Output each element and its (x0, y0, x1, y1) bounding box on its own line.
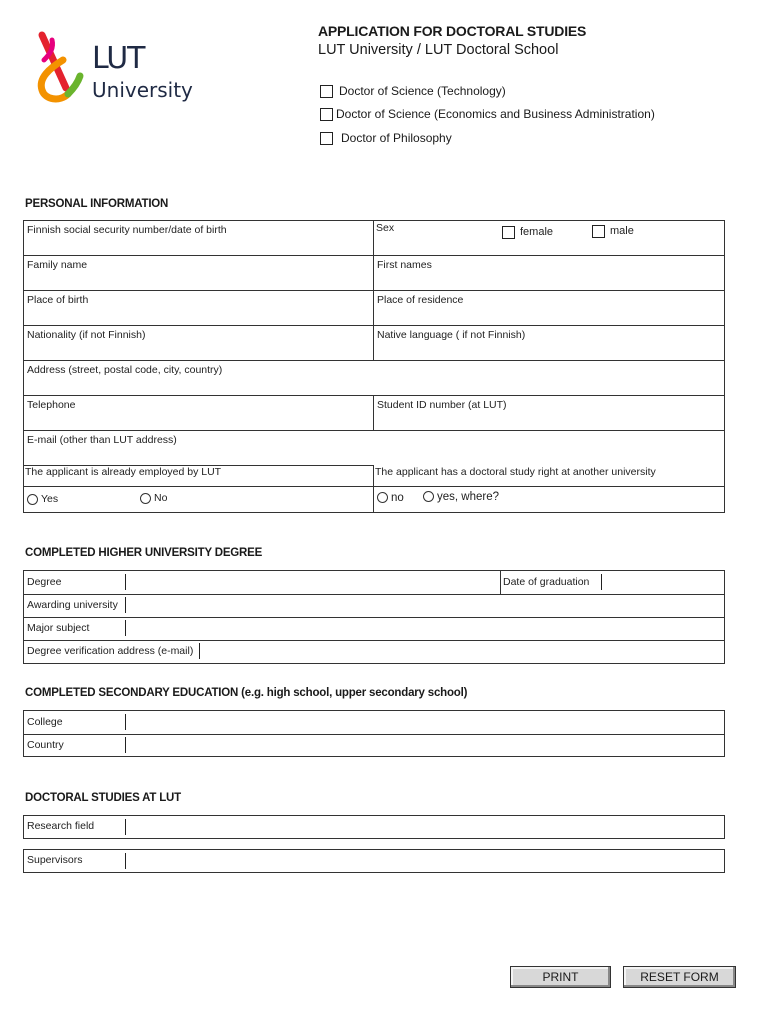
student-id-label: Student ID number (at LUT) (377, 399, 507, 411)
employed-by-lut-field (23, 465, 374, 513)
divider (374, 486, 724, 487)
supervisors-input[interactable] (125, 853, 126, 869)
degree-option-label: Doctor of Science (Technology) (339, 84, 506, 98)
checkbox-technology[interactable] (320, 85, 333, 98)
research-field-row (23, 815, 725, 839)
section-title-doctoral: DOCTORAL STUDIES AT LUT (25, 792, 181, 804)
divider (24, 617, 724, 618)
place-of-birth-label: Place of birth (27, 294, 89, 306)
doctoral-right-field (373, 465, 725, 513)
research-field-label: Research field (27, 820, 95, 832)
nationality-field[interactable] (23, 325, 374, 361)
nationality-label: Nationality (if not Finnish) (27, 329, 146, 341)
native-language-field[interactable] (373, 325, 725, 361)
sex-label: Sex (376, 222, 395, 234)
divider (24, 486, 373, 487)
radio-doctoral-no[interactable] (377, 492, 388, 503)
page-subtitle: LUT University / LUT Doctoral School (318, 42, 559, 58)
employed-no-option[interactable] (140, 492, 167, 504)
first-names-label: First names (377, 259, 432, 271)
email-label: E-mail (other than LUT address) (27, 434, 177, 446)
place-of-residence-field[interactable] (373, 290, 725, 326)
reset-form-button[interactable]: RESET FORM (623, 966, 736, 988)
family-name-label: Family name (27, 259, 88, 271)
logo-lut-text: LUT (92, 41, 145, 76)
degree-label: Degree (27, 576, 62, 588)
print-button[interactable]: PRINT (510, 966, 611, 988)
degree-option-economics[interactable] (320, 107, 655, 121)
email-field[interactable] (23, 430, 725, 466)
radio-employed-no[interactable] (140, 493, 151, 504)
address-label: Address (street, postal code, city, country) (27, 364, 223, 376)
research-field-input[interactable] (125, 819, 126, 835)
awarding-university-label: Awarding university (27, 599, 118, 611)
telephone-field[interactable] (23, 395, 374, 431)
college-input[interactable] (125, 714, 126, 730)
male-label: male (610, 225, 634, 237)
yes-where-label: yes, where? (437, 491, 500, 503)
checkbox-philosophy[interactable] (320, 132, 333, 145)
telephone-label: Telephone (27, 399, 76, 411)
supervisors-row (23, 849, 725, 873)
first-names-field[interactable] (373, 255, 725, 291)
student-id-field[interactable] (373, 395, 725, 431)
address-field[interactable] (23, 360, 725, 396)
doctoral-no-option[interactable] (377, 492, 404, 504)
college-label: College (27, 716, 63, 728)
verification-address-label: Degree verification address (e-mail) (27, 645, 194, 657)
family-name-field[interactable] (23, 255, 374, 291)
divider (24, 734, 724, 735)
doctoral-right-label: The applicant has a doctoral study right at another university (375, 466, 656, 478)
degree-option-technology[interactable] (320, 84, 506, 98)
ssn-label: Finnish social security number/date of birth (27, 224, 227, 236)
ssn-field[interactable] (23, 220, 374, 256)
employed-label: The applicant is already employed by LUT (25, 466, 222, 478)
degree-option-label: Doctor of Science (Economics and Business Administration) (336, 107, 655, 121)
date-of-graduation-label: Date of graduation (503, 576, 590, 588)
yes-label: Yes (41, 493, 59, 505)
employed-yes-option[interactable] (27, 493, 58, 505)
section-title-personal: PERSONAL INFORMATION (25, 198, 169, 210)
lut-logo (30, 30, 200, 105)
degree-option-label: Doctor of Philosophy (341, 131, 452, 145)
ampersand-logo-icon (30, 30, 90, 105)
sex-field (373, 220, 725, 256)
section-title-degree: COMPLETED HIGHER UNIVERSITY DEGREE (25, 547, 263, 559)
logo-university-text: University (92, 78, 193, 102)
major-subject-label: Major subject (27, 622, 90, 634)
checkbox-male[interactable] (592, 225, 605, 238)
no-label: no (391, 492, 404, 504)
place-of-residence-label: Place of residence (377, 294, 464, 306)
checkbox-female[interactable] (502, 226, 515, 239)
awarding-university-input[interactable] (125, 597, 126, 613)
page-title: APPLICATION FOR DOCTORAL STUDIES (318, 23, 587, 39)
place-of-birth-field[interactable] (23, 290, 374, 326)
major-subject-input[interactable] (125, 620, 126, 636)
country-input[interactable] (125, 737, 126, 753)
section-title-secondary: COMPLETED SECONDARY EDUCATION (e.g. high school, upper secondary school) (25, 687, 468, 699)
date-of-graduation-input[interactable] (601, 574, 602, 590)
country-label: Country (27, 739, 64, 751)
no-label: No (154, 492, 168, 504)
doctoral-yes-option[interactable] (423, 491, 499, 503)
degree-input[interactable] (125, 574, 126, 590)
secondary-table (23, 710, 725, 757)
divider (24, 594, 724, 595)
degree-table (23, 570, 725, 664)
native-language-label: Native language ( if not Finnish) (377, 329, 526, 341)
divider (24, 640, 724, 641)
degree-option-philosophy[interactable] (320, 131, 452, 145)
supervisors-label: Supervisors (27, 854, 83, 866)
radio-employed-yes[interactable] (27, 494, 38, 505)
radio-doctoral-yes[interactable] (423, 491, 434, 502)
divider (500, 571, 501, 594)
verification-address-input[interactable] (199, 643, 200, 659)
checkbox-economics[interactable] (320, 108, 333, 121)
female-label: female (520, 226, 554, 238)
